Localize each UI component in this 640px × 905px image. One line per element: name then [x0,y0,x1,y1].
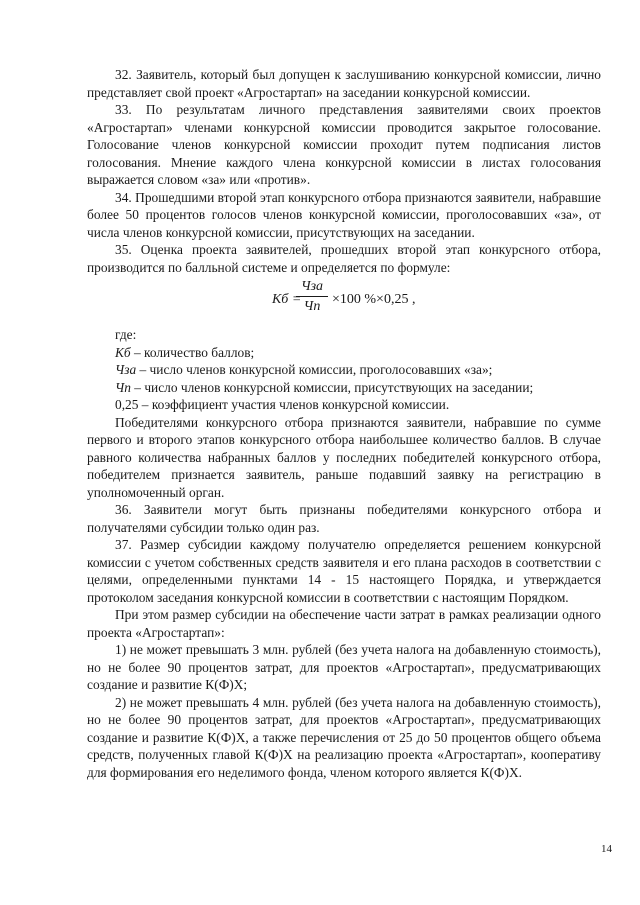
paragraph-36: 36. Заявители могут быть признаны победителями конкурсного отбора и получателями субсидии только один раз. [87,502,601,535]
legend-kb [87,344,601,362]
paragraph-34: 34. Прошедшими второй этап конкурсного отбора признаются заявители, набравшие более 50 процентов голосов членов конкурсной комиссии, проголосовавших «за», от числа членов конкурсной комиссии, присутствующих на заседании. [87,189,601,240]
formula-lhs: Кб = [272,292,302,307]
paragraph-35: 35. Оценка проекта заявителей, прошедших второй этап конкурсного отбора, производится по балльной системе и определяется по формуле: [87,242,601,275]
formula-numerator: Чза [296,278,328,297]
legend-chza-symbol: Чза [115,362,137,377]
score-formula [87,278,601,322]
legend-chza [87,361,601,379]
formula-fraction [296,278,328,317]
page-number: 14 [601,843,612,855]
legend-kb-symbol: Кб [115,344,131,360]
legend-chp-symbol: Чп [115,379,131,395]
formula-denominator: Чп [303,299,321,314]
legend-where: где: [115,327,137,342]
paragraph-33: 33. По результатам личного представления заявителями своих проектов «Агростартап» членами конкурсной комиссии проводится закрытое голосование. Голосование членов конкурсной комиссии проходит путем подписания листов голосования. Мнение каждого члена конкурсной комиссии в листах голосования выражается словом «за» или «против». [87,102,601,187]
legend-chp-text: – число членов конкурсной комиссии, присутствующих на заседании; [130,379,534,395]
paragraph-subsidy-size: При этом размер субсидии на обеспечение части затрат в рамках реализации одного проекта «Агростартап»: [87,607,601,640]
list-item-1: 1) не может превышать 3 млн. рублей (без учета налога на добавленную стоимость), но не более 90 процентов затрат, для проектов «Агростартап», предусматривающих создание и развитие К(Ф)Х; [87,642,601,692]
legend-chza-text: – число членов конкурсной комиссии, проголосовавших «за»; [136,362,493,377]
list-item-2: 2) не может превышать 4 млн. рублей (без учета налога на добавленную стоимость), но не более 90 процентов затрат, для проектов «Агростартап», предусматривающих создание и развитие К(Ф)Х, а также перечисления от 25 до 50 процентов общего объема средств, полученных главой К(Ф)Х на реализацию проекта «Агростартап», кооперативу для формирования его неделимого фонда, членом которого является К(Ф)Х. [87,694,601,780]
legend-chp [87,379,601,397]
legend-kb-text: – количество баллов; [130,344,255,360]
paragraph-37: 37. Размер субсидии каждому получателю определяется решением конкурсной комиссии с учетом собственных средств заявителя и его плана расходов в соответствии с целями, определенными пунктами 14 - 15 настоящего Порядка, и утверждается протоколом заседания конкурсной комиссии в соответствии с настоящим Порядком. [87,537,601,605]
formula-multiplier: ×100 %×0,25 , [332,292,416,307]
paragraph-winners: Победителями конкурсного отбора признаются заявители, набравшие по сумме первого и второго этапов конкурсного отбора наибольшее количество баллов. В случае равного количества набранных баллов у последних победителей конкурсного отбора, победителем признается заявитель, раньше подавший заявку на регистрацию в уполномоченный орган. [87,414,601,500]
paragraph-32: 32. Заявитель, который был допущен к заслушиванию конкурсной комиссии, лично представляет свой проект «Агростартап» на заседании конкурсной комиссии. [87,67,601,100]
legend-coefficient: 0,25 – коэффициент участия членов конкурсной комиссии. [115,397,450,412]
document-body [87,66,601,781]
